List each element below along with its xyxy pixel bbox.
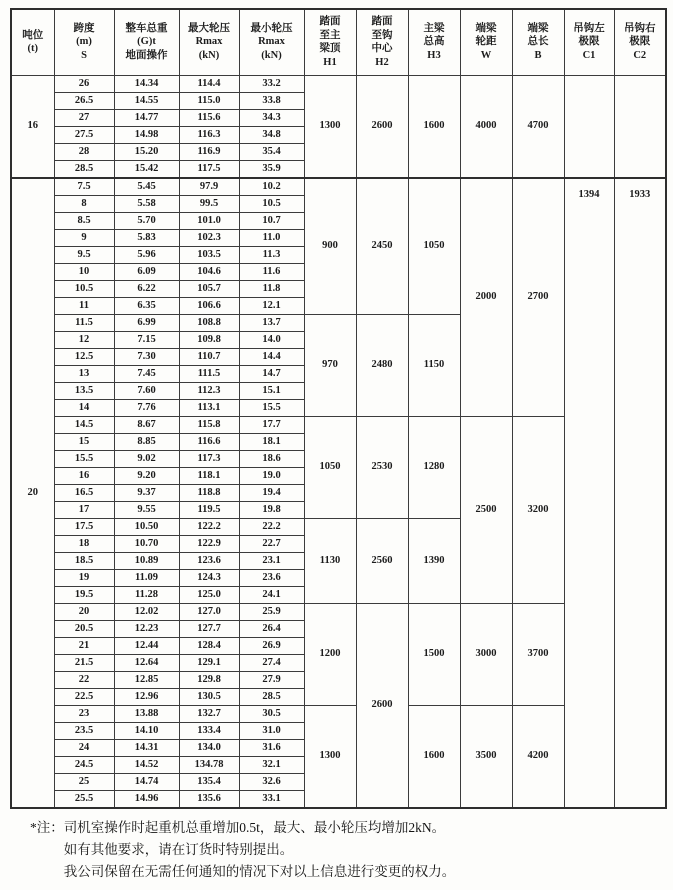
span-cell: 22.5 (54, 688, 114, 705)
column-header: 端梁 轮距 W (460, 9, 512, 75)
span-cell: 23 (54, 705, 114, 722)
footnote-prefix: *注： (30, 820, 64, 835)
rmax-cell: 103.5 (179, 246, 239, 263)
h1-cell: 900 (304, 178, 356, 315)
h3-cell: 1280 (408, 416, 460, 518)
rmax-cell: 101.0 (179, 212, 239, 229)
column-header: 主梁 总高 H3 (408, 9, 460, 75)
c1-cell: 1394 (564, 178, 614, 808)
rmin-cell: 22.7 (239, 535, 304, 552)
weight-cell: 5.96 (114, 246, 179, 263)
rmin-cell: 19.4 (239, 484, 304, 501)
span-cell: 21.5 (54, 654, 114, 671)
span-cell: 27.5 (54, 126, 114, 143)
rmax-cell: 117.5 (179, 160, 239, 178)
rmin-cell: 33.8 (239, 92, 304, 109)
h3-cell: 1600 (408, 75, 460, 178)
rmax-cell: 116.6 (179, 433, 239, 450)
rmax-cell: 129.1 (179, 654, 239, 671)
rmax-cell: 130.5 (179, 688, 239, 705)
weight-cell: 12.44 (114, 637, 179, 654)
w-cell: 3000 (460, 603, 512, 705)
rmax-cell: 111.5 (179, 365, 239, 382)
rmax-cell: 123.6 (179, 552, 239, 569)
weight-cell: 10.70 (114, 535, 179, 552)
rmin-cell: 10.2 (239, 178, 304, 196)
rmin-cell: 26.4 (239, 620, 304, 637)
column-header: 吊钩左 极限 C1 (564, 9, 614, 75)
weight-cell: 10.89 (114, 552, 179, 569)
weight-cell: 14.74 (114, 773, 179, 790)
rmin-cell: 10.5 (239, 195, 304, 212)
footnote-line: 如有其他要求，请在订货时特别提出。 (63, 842, 294, 857)
span-cell: 17 (54, 501, 114, 518)
weight-cell: 14.10 (114, 722, 179, 739)
weight-cell: 8.67 (114, 416, 179, 433)
weight-cell: 14.96 (114, 790, 179, 808)
rmin-cell: 34.3 (239, 109, 304, 126)
span-cell: 28.5 (54, 160, 114, 178)
span-cell: 16.5 (54, 484, 114, 501)
rmin-cell: 14.4 (239, 348, 304, 365)
span-cell: 24 (54, 739, 114, 756)
footnote-line: 我公司保留在无需任何通知的情况下对以上信息进行变更的权力。 (63, 864, 456, 879)
b-cell: 4700 (512, 75, 564, 178)
h1-cell: 970 (304, 314, 356, 416)
rmax-cell: 135.6 (179, 790, 239, 808)
footnote (30, 817, 455, 883)
rmin-cell: 14.0 (239, 331, 304, 348)
rmin-cell: 35.9 (239, 160, 304, 178)
span-cell: 27 (54, 109, 114, 126)
rmin-cell: 33.1 (239, 790, 304, 808)
rmax-cell: 127.0 (179, 603, 239, 620)
span-cell: 10.5 (54, 280, 114, 297)
weight-cell: 5.58 (114, 195, 179, 212)
weight-cell: 14.77 (114, 109, 179, 126)
weight-cell: 11.28 (114, 586, 179, 603)
h2-cell: 2600 (356, 603, 408, 808)
span-cell: 12.5 (54, 348, 114, 365)
rmax-cell: 133.4 (179, 722, 239, 739)
span-cell: 25.5 (54, 790, 114, 808)
h3-cell: 1050 (408, 178, 460, 315)
weight-cell: 6.22 (114, 280, 179, 297)
span-cell: 20 (54, 603, 114, 620)
rmax-cell: 134.78 (179, 756, 239, 773)
rmax-cell: 122.2 (179, 518, 239, 535)
rmax-cell: 122.9 (179, 535, 239, 552)
weight-cell: 13.88 (114, 705, 179, 722)
weight-cell: 6.09 (114, 263, 179, 280)
span-cell: 11.5 (54, 314, 114, 331)
rmax-cell: 118.8 (179, 484, 239, 501)
span-cell: 16 (54, 467, 114, 484)
weight-cell: 12.64 (114, 654, 179, 671)
column-header: 最小轮压 Rmax (kN) (239, 9, 304, 75)
h1-cell: 1300 (304, 75, 356, 178)
table-row (11, 178, 666, 196)
b-cell: 3700 (512, 603, 564, 705)
weight-cell: 14.34 (114, 75, 179, 92)
w-cell: 4000 (460, 75, 512, 178)
h3-cell: 1500 (408, 603, 460, 705)
rmax-cell: 129.8 (179, 671, 239, 688)
w-cell: 3500 (460, 705, 512, 808)
rmin-cell: 25.9 (239, 603, 304, 620)
rmax-cell: 115.6 (179, 109, 239, 126)
footnote-lines (64, 817, 456, 883)
h1-cell: 1300 (304, 705, 356, 808)
h1-cell: 1200 (304, 603, 356, 705)
rmin-cell: 11.8 (239, 280, 304, 297)
span-cell: 20.5 (54, 620, 114, 637)
span-cell: 21 (54, 637, 114, 654)
rmin-cell: 27.4 (239, 654, 304, 671)
rmin-cell: 34.8 (239, 126, 304, 143)
span-cell: 15 (54, 433, 114, 450)
h2-cell: 2450 (356, 178, 408, 315)
weight-cell: 7.76 (114, 399, 179, 416)
rmax-cell: 125.0 (179, 586, 239, 603)
weight-cell: 8.85 (114, 433, 179, 450)
weight-cell: 9.02 (114, 450, 179, 467)
column-header: 整车总重 (G)t 地面操作 (114, 9, 179, 75)
rmin-cell: 11.6 (239, 263, 304, 280)
weight-cell: 5.45 (114, 178, 179, 196)
w-cell: 2500 (460, 416, 512, 603)
h2-cell: 2480 (356, 314, 408, 416)
rmin-cell: 26.9 (239, 637, 304, 654)
weight-cell: 7.30 (114, 348, 179, 365)
weight-cell: 12.02 (114, 603, 179, 620)
span-cell: 10 (54, 263, 114, 280)
span-cell: 18.5 (54, 552, 114, 569)
c1-cell (564, 75, 614, 178)
span-cell: 11 (54, 297, 114, 314)
rmax-cell: 113.1 (179, 399, 239, 416)
rmin-cell: 27.9 (239, 671, 304, 688)
rmax-cell: 135.4 (179, 773, 239, 790)
h3-cell: 1390 (408, 518, 460, 603)
span-cell: 8.5 (54, 212, 114, 229)
span-cell: 22 (54, 671, 114, 688)
spec-table-header-row (11, 9, 666, 75)
table-row (11, 75, 666, 92)
rmin-cell: 24.1 (239, 586, 304, 603)
weight-cell: 10.50 (114, 518, 179, 535)
h3-cell: 1150 (408, 314, 460, 416)
rmax-cell: 99.5 (179, 195, 239, 212)
column-header: 吨位 (t) (11, 9, 54, 75)
rmin-cell: 13.7 (239, 314, 304, 331)
rmin-cell: 22.2 (239, 518, 304, 535)
weight-cell: 5.83 (114, 229, 179, 246)
rmin-cell: 12.1 (239, 297, 304, 314)
rmax-cell: 117.3 (179, 450, 239, 467)
weight-cell: 12.85 (114, 671, 179, 688)
b-cell: 3200 (512, 416, 564, 603)
rmax-cell: 109.8 (179, 331, 239, 348)
rmin-cell: 33.2 (239, 75, 304, 92)
h2-cell: 2530 (356, 416, 408, 518)
rmin-cell: 14.7 (239, 365, 304, 382)
rmax-cell: 134.0 (179, 739, 239, 756)
weight-cell: 14.55 (114, 92, 179, 109)
spec-table-body (11, 75, 666, 808)
span-cell: 9 (54, 229, 114, 246)
span-cell: 19.5 (54, 586, 114, 603)
span-cell: 25 (54, 773, 114, 790)
rmin-cell: 19.8 (239, 501, 304, 518)
spec-table-head (11, 9, 666, 75)
weight-cell: 6.99 (114, 314, 179, 331)
rmax-cell: 118.1 (179, 467, 239, 484)
weight-cell: 7.60 (114, 382, 179, 399)
weight-cell: 9.20 (114, 467, 179, 484)
column-header: 最大轮压 Rmax (kN) (179, 9, 239, 75)
rmin-cell: 31.0 (239, 722, 304, 739)
span-cell: 26 (54, 75, 114, 92)
span-cell: 18 (54, 535, 114, 552)
rmax-cell: 116.3 (179, 126, 239, 143)
rmax-cell: 104.6 (179, 263, 239, 280)
h2-cell: 2600 (356, 75, 408, 178)
tonnage-cell: 20 (11, 178, 54, 808)
crane-spec-table (10, 8, 667, 809)
weight-cell: 5.70 (114, 212, 179, 229)
weight-cell: 6.35 (114, 297, 179, 314)
rmax-cell: 108.8 (179, 314, 239, 331)
column-header: 端梁 总长 B (512, 9, 564, 75)
span-cell: 23.5 (54, 722, 114, 739)
rmax-cell: 132.7 (179, 705, 239, 722)
rmin-cell: 18.6 (239, 450, 304, 467)
column-header: 踏面 至主 梁顶 H1 (304, 9, 356, 75)
rmax-cell: 115.0 (179, 92, 239, 109)
rmax-cell: 119.5 (179, 501, 239, 518)
span-cell: 28 (54, 143, 114, 160)
b-cell: 4200 (512, 705, 564, 808)
h3-cell: 1600 (408, 705, 460, 808)
rmin-cell: 30.5 (239, 705, 304, 722)
weight-cell: 9.37 (114, 484, 179, 501)
rmin-cell: 19.0 (239, 467, 304, 484)
span-cell: 13 (54, 365, 114, 382)
span-cell: 14 (54, 399, 114, 416)
rmin-cell: 32.1 (239, 756, 304, 773)
weight-cell: 7.45 (114, 365, 179, 382)
rmax-cell: 116.9 (179, 143, 239, 160)
rmax-cell: 124.3 (179, 569, 239, 586)
span-cell: 17.5 (54, 518, 114, 535)
weight-cell: 15.42 (114, 160, 179, 178)
span-cell: 8 (54, 195, 114, 212)
column-header: 跨度 (m) S (54, 9, 114, 75)
rmax-cell: 97.9 (179, 178, 239, 196)
span-cell: 9.5 (54, 246, 114, 263)
span-cell: 12 (54, 331, 114, 348)
rmin-cell: 23.1 (239, 552, 304, 569)
weight-cell: 12.23 (114, 620, 179, 637)
span-cell: 26.5 (54, 92, 114, 109)
span-cell: 15.5 (54, 450, 114, 467)
weight-cell: 15.20 (114, 143, 179, 160)
rmin-cell: 35.4 (239, 143, 304, 160)
span-cell: 13.5 (54, 382, 114, 399)
h2-cell: 2560 (356, 518, 408, 603)
rmin-cell: 17.7 (239, 416, 304, 433)
tonnage-cell: 16 (11, 75, 54, 178)
weight-cell: 14.98 (114, 126, 179, 143)
rmin-cell: 15.1 (239, 382, 304, 399)
weight-cell: 7.15 (114, 331, 179, 348)
column-header: 吊钩右 极限 C2 (614, 9, 666, 75)
rmin-cell: 15.5 (239, 399, 304, 416)
rmax-cell: 110.7 (179, 348, 239, 365)
rmin-cell: 18.1 (239, 433, 304, 450)
weight-cell: 11.09 (114, 569, 179, 586)
rmax-cell: 112.3 (179, 382, 239, 399)
rmax-cell: 128.4 (179, 637, 239, 654)
rmin-cell: 28.5 (239, 688, 304, 705)
weight-cell: 14.31 (114, 739, 179, 756)
rmin-cell: 23.6 (239, 569, 304, 586)
rmax-cell: 102.3 (179, 229, 239, 246)
footnote-line: 司机室操作时起重机总重增加0.5t，最大、最小轮压均增加2kN。 (63, 820, 446, 835)
rmax-cell: 106.6 (179, 297, 239, 314)
c2-cell (614, 75, 666, 178)
h1-cell: 1130 (304, 518, 356, 603)
c2-cell: 1933 (614, 178, 666, 808)
column-header: 踏面 至钩 中心 H2 (356, 9, 408, 75)
weight-cell: 12.96 (114, 688, 179, 705)
weight-cell: 9.55 (114, 501, 179, 518)
span-cell: 14.5 (54, 416, 114, 433)
rmin-cell: 32.6 (239, 773, 304, 790)
rmin-cell: 31.6 (239, 739, 304, 756)
rmax-cell: 115.8 (179, 416, 239, 433)
w-cell: 2000 (460, 178, 512, 417)
rmin-cell: 10.7 (239, 212, 304, 229)
rmax-cell: 114.4 (179, 75, 239, 92)
weight-cell: 14.52 (114, 756, 179, 773)
rmax-cell: 127.7 (179, 620, 239, 637)
b-cell: 2700 (512, 178, 564, 417)
rmax-cell: 105.7 (179, 280, 239, 297)
span-cell: 24.5 (54, 756, 114, 773)
span-cell: 7.5 (54, 178, 114, 196)
span-cell: 19 (54, 569, 114, 586)
rmin-cell: 11.0 (239, 229, 304, 246)
h1-cell: 1050 (304, 416, 356, 518)
rmin-cell: 11.3 (239, 246, 304, 263)
